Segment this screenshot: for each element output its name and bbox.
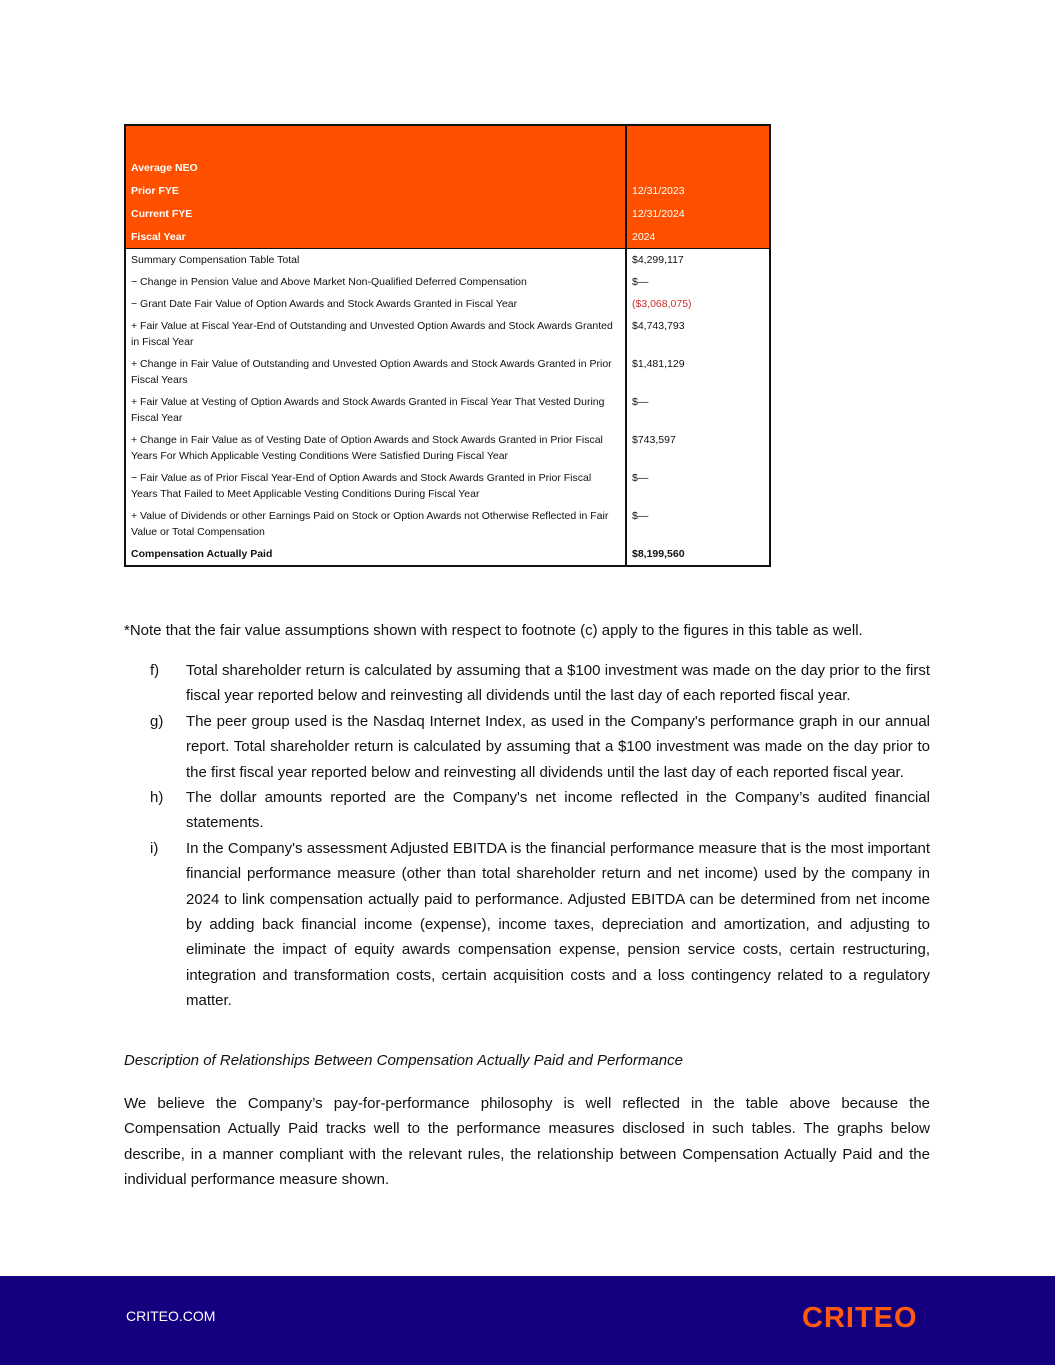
header-label: Average NEO bbox=[125, 125, 626, 179]
footnote-marker: g) bbox=[150, 712, 164, 730]
table-note: *Note that the fair value assumptions shown with respect to footnote (c) apply to the figures in this table as well. bbox=[124, 622, 863, 639]
total-value: $8,199,560 bbox=[626, 543, 770, 566]
header-row bbox=[125, 225, 770, 249]
total-row bbox=[125, 543, 770, 566]
row-value: $— bbox=[626, 271, 770, 293]
table-row bbox=[125, 293, 770, 315]
header-row bbox=[125, 179, 770, 202]
row-value: $4,299,117 bbox=[626, 249, 770, 272]
footnote-marker: f) bbox=[150, 662, 160, 679]
header-label: Current FYE bbox=[125, 202, 626, 225]
description-paragraph: We believe the Company’s pay-for-performance philosophy is well reflected in the table above because the Compensation Actually Paid tracks well to the performance measures disclosed in such tables. The graphs below describe, in a manner compliant with the relevant rules, the relationship between Compensation Actually Paid and the individual performance measure shown. bbox=[124, 1095, 930, 1189]
table-row bbox=[125, 271, 770, 293]
table-row bbox=[125, 353, 770, 391]
row-value: $— bbox=[626, 467, 770, 505]
header-row bbox=[125, 202, 770, 225]
table-row bbox=[125, 315, 770, 353]
row-label: − Fair Value as of Prior Fiscal Year-End of Option Awards and Stock Awards Granted in Prior Fiscal Years That Failed to Meet Applicable Vesting Conditions During Fiscal Year bbox=[131, 472, 592, 500]
table-row bbox=[125, 391, 770, 429]
footnotes-list bbox=[124, 658, 930, 1014]
row-value: $— bbox=[626, 505, 770, 543]
footnote-item bbox=[124, 709, 930, 785]
header-value: 12/31/2024 bbox=[626, 202, 770, 225]
row-value: $4,743,793 bbox=[626, 315, 770, 353]
footnote-text: Total shareholder return is calculated by assuming that a $100 investment was made on the day prior to the first fiscal year reported below and reinvesting all dividends until the last day of each reported fiscal year. bbox=[186, 662, 930, 705]
footnote-item bbox=[124, 658, 930, 709]
table-row bbox=[125, 249, 770, 272]
cap-reconciliation-table bbox=[124, 124, 771, 567]
table-row bbox=[125, 429, 770, 467]
row-label: + Change in Fair Value as of Vesting Date of Option Awards and Stock Awards Granted in Prior Fiscal Years For Which Applicable Vesting Conditions Were Satisfied During Fiscal Year bbox=[131, 434, 603, 462]
row-label: − Grant Date Fair Value of Option Awards and Stock Awards Granted in Fiscal Year bbox=[131, 298, 518, 310]
footnote-item bbox=[124, 836, 930, 1014]
footnote-text: The peer group used is the Nasdaq Internet Index, as used in the Company's performance graph in our annual report. Total shareholder return is calculated by assuming that a $100 investment was made on the day prior to the first fiscal year reported below and reinvesting all dividends until the last day of each reported fiscal year. bbox=[186, 712, 930, 781]
header-label: Prior FYE bbox=[125, 179, 626, 202]
row-label: Summary Compensation Table Total bbox=[131, 254, 300, 266]
criteo-logo: CRITEO bbox=[802, 1302, 918, 1334]
row-label: + Fair Value at Vesting of Option Awards and Stock Awards Granted in Fiscal Year That Vested During Fiscal Year bbox=[131, 396, 605, 424]
table-row bbox=[125, 467, 770, 505]
header-value: 2024 bbox=[626, 225, 770, 249]
footnote-text: The dollar amounts reported are the Company's net income reflected in the Company’s audited financial statements. bbox=[186, 789, 930, 832]
footnote-item bbox=[124, 785, 930, 836]
row-value: $1,481,129 bbox=[626, 353, 770, 391]
row-label: + Fair Value at Fiscal Year-End of Outstanding and Unvested Option Awards and Stock Awards Granted in Fiscal Year bbox=[131, 320, 613, 348]
footnote-marker: h) bbox=[150, 789, 164, 807]
site-link[interactable]: CRITEO.COM bbox=[126, 1308, 216, 1324]
row-label: + Value of Dividends or other Earnings Paid on Stock or Option Awards not Otherwise Reflected in Fair Value or Total Compensation bbox=[131, 510, 609, 538]
header-row bbox=[125, 125, 770, 179]
row-value: ($3,068,075) bbox=[626, 293, 770, 315]
row-label: − Change in Pension Value and Above Market Non-Qualified Deferred Compensation bbox=[131, 276, 527, 288]
header-value bbox=[626, 125, 770, 179]
table-row bbox=[125, 505, 770, 543]
section-heading: Description of Relationships Between Compensation Actually Paid and Performance bbox=[124, 1052, 683, 1069]
row-label: + Change in Fair Value of Outstanding and Unvested Option Awards and Stock Awards Granted in Prior Fiscal Years bbox=[131, 358, 612, 386]
total-label: Compensation Actually Paid bbox=[131, 548, 273, 560]
header-label: Fiscal Year bbox=[125, 225, 626, 249]
row-value: $743,597 bbox=[626, 429, 770, 467]
footnote-marker: i) bbox=[150, 839, 159, 857]
header-value: 12/31/2023 bbox=[626, 179, 770, 202]
row-value: $— bbox=[626, 391, 770, 429]
page-footer bbox=[0, 1276, 1055, 1365]
footnote-text: In the Company's assessment Adjusted EBITDA is the financial performance measure that is the most important financial performance measure (other than total shareholder return and net income) used by the company in 2024 to link compensation actually paid to performance. Adjusted EBITDA can be determined from net income by adding back financial income (expense), income taxes, depreciation and amortization, and adjusting to eliminate the impact of equity awards compensation expense, pension service costs, certain restructuring, integration and transformation costs, certain acquisition costs and a loss contingency related to a regulatory matter. bbox=[186, 839, 930, 1010]
